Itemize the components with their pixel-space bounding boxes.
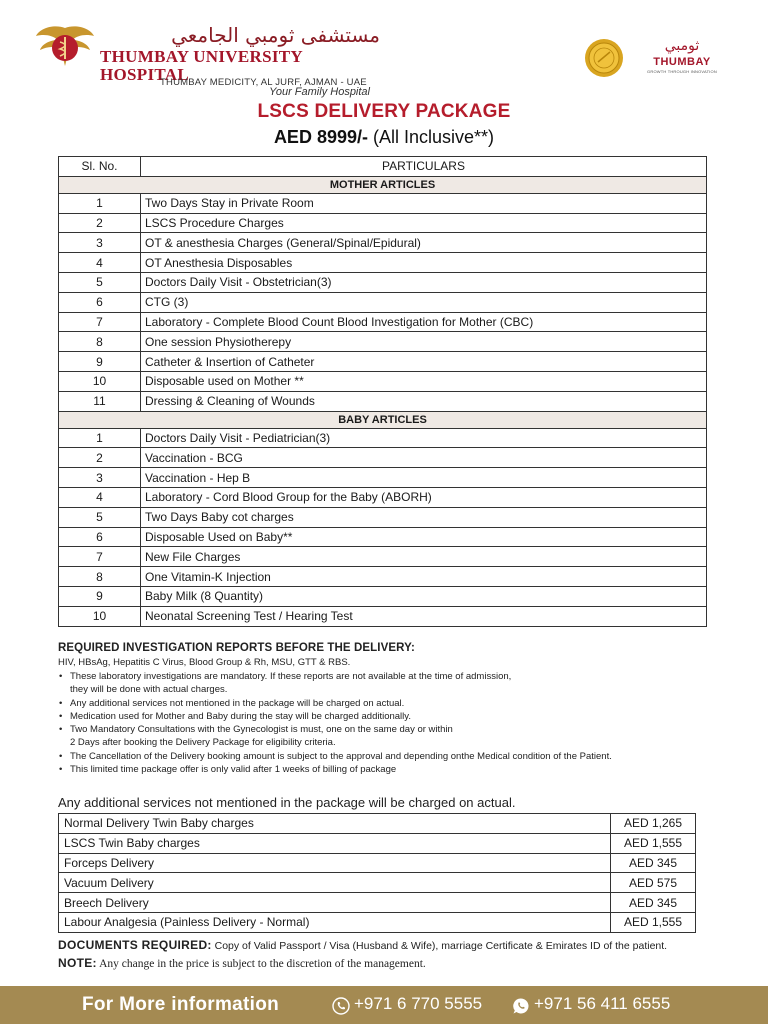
- item-serial: 2: [59, 213, 141, 233]
- item-serial: 3: [59, 468, 141, 488]
- mother-item-row: [59, 292, 707, 312]
- item-serial: 1: [59, 428, 141, 448]
- charge-amount: AED 575: [611, 873, 696, 893]
- baby-item-row: [59, 527, 707, 547]
- hospital-tagline: Your Family Hospital: [269, 86, 370, 98]
- requirements-list: [58, 670, 718, 776]
- baby-section-row: [59, 411, 707, 428]
- package-title: LSCS DELIVERY PACKAGE: [257, 101, 511, 122]
- charge-name: Vacuum Delivery: [59, 873, 611, 893]
- baby-item-row: [59, 507, 707, 527]
- item-particular: OT & anesthesia Charges (General/Spinal/Epidural): [141, 233, 707, 253]
- phone-icon: [332, 997, 350, 1015]
- charge-row: [59, 833, 696, 853]
- charge-row: [59, 873, 696, 893]
- item-serial: 8: [59, 567, 141, 587]
- item-particular: Doctors Daily Visit - Obstetrician(3): [141, 272, 707, 292]
- mother-item-row: [59, 253, 707, 273]
- item-particular: OT Anesthesia Disposables: [141, 253, 707, 273]
- requirement-item: • Two Mandatory Consultations with the Gynecologist is must, one on the same day or within: [58, 723, 718, 736]
- mother-item-row: [59, 391, 707, 411]
- charge-row: [59, 853, 696, 873]
- item-serial: 9: [59, 586, 141, 606]
- item-serial: 4: [59, 487, 141, 507]
- item-serial: 7: [59, 312, 141, 332]
- charge-row: [59, 893, 696, 913]
- requirement-item: • Medication used for Mother and Baby during the stay will be charged additionally.: [58, 710, 718, 723]
- item-particular: Laboratory - Complete Blood Count Blood Investigation for Mother (CBC): [141, 312, 707, 332]
- thumbay-logo: [632, 36, 732, 86]
- item-particular: New File Charges: [141, 547, 707, 567]
- mother-section-row: [59, 176, 707, 193]
- gold-seal-icon: [584, 38, 624, 78]
- note-text: Any change in the price is subject to the discretion of the management.: [99, 958, 426, 970]
- whatsapp-icon: [512, 997, 530, 1015]
- required-tests: HIV, HBsAg, Hepatitis C Virus, Blood Group & Rh, MSU, GTT & RBS.: [58, 657, 351, 668]
- col-sl-header: Sl. No.: [59, 157, 141, 177]
- table-header-row: [59, 157, 707, 177]
- mother-item-row: [59, 233, 707, 253]
- item-particular: Dressing & Cleaning of Wounds: [141, 391, 707, 411]
- charge-amount: AED 345: [611, 893, 696, 913]
- charge-row: [59, 912, 696, 932]
- item-serial: 5: [59, 507, 141, 527]
- additional-services-heading: Any additional services not mentioned in the package will be charged on actual.: [58, 795, 516, 810]
- partner-logos: [582, 36, 732, 86]
- additional-charges-table: [58, 813, 696, 933]
- baby-item-row: [59, 586, 707, 606]
- col-particulars-header: PARTICULARS: [141, 157, 707, 177]
- requirements-section: [58, 642, 718, 776]
- item-particular: Catheter & Insertion of Catheter: [141, 352, 707, 372]
- mother-item-row: [59, 272, 707, 292]
- note-label: NOTE:: [58, 956, 97, 970]
- item-particular: One session Physiotherepy: [141, 332, 707, 352]
- charge-name: Breech Delivery: [59, 893, 611, 913]
- item-serial: 4: [59, 253, 141, 273]
- package-price: [0, 127, 768, 148]
- mother-item-row: [59, 193, 707, 213]
- item-particular: Two Days Baby cot charges: [141, 507, 707, 527]
- requirements-title: REQUIRED INVESTIGATION REPORTS BEFORE THE DELIVERY:: [58, 642, 415, 654]
- hospital-emblem-icon: [34, 22, 96, 70]
- mother-item-row: [59, 312, 707, 332]
- item-serial: 3: [59, 233, 141, 253]
- thumbay-name: THUMBAY: [653, 56, 711, 68]
- baby-item-row: [59, 487, 707, 507]
- mother-item-row: [59, 371, 707, 391]
- item-particular: Vaccination - Hep B: [141, 468, 707, 488]
- item-particular: CTG (3): [141, 292, 707, 312]
- baby-item-row: [59, 606, 707, 626]
- item-particular: Baby Milk (8 Quantity): [141, 586, 707, 606]
- header: [0, 0, 768, 100]
- charge-name: Labour Analgesia (Painless Delivery - Normal): [59, 912, 611, 932]
- item-serial: 11: [59, 391, 141, 411]
- item-particular: One Vitamin-K Injection: [141, 567, 707, 587]
- mother-section-label: MOTHER ARTICLES: [59, 176, 707, 193]
- baby-item-row: [59, 547, 707, 567]
- item-serial: 6: [59, 527, 141, 547]
- baby-item-row: [59, 567, 707, 587]
- price-note: (All Inclusive**): [373, 127, 495, 147]
- mother-item-row: [59, 213, 707, 233]
- hospital-name: THUMBAY UNIVERSITY HOSPITAL: [100, 47, 303, 84]
- item-serial: 2: [59, 448, 141, 468]
- item-particular: Disposable Used on Baby**: [141, 527, 707, 547]
- item-particular: LSCS Procedure Charges: [141, 213, 707, 233]
- requirement-item: they will be done with actual charges.: [70, 684, 228, 696]
- documents-required: [58, 938, 758, 952]
- item-serial: 8: [59, 332, 141, 352]
- footer-info-label: For More information: [82, 994, 280, 1015]
- baby-item-row: [59, 428, 707, 448]
- charge-name: Forceps Delivery: [59, 853, 611, 873]
- requirement-item: • The Cancellation of the Delivery booking amount is subject to the approval and depending onthe Medical condition of the Patient.: [58, 750, 718, 763]
- mother-item-row: [59, 332, 707, 352]
- item-serial: 6: [59, 292, 141, 312]
- item-serial: 5: [59, 272, 141, 292]
- item-particular: Disposable used on Mother **: [141, 371, 707, 391]
- charge-amount: AED 1,555: [611, 833, 696, 853]
- charge-amount: AED 1,555: [611, 912, 696, 932]
- package-items-table: [58, 156, 707, 627]
- item-serial: 7: [59, 547, 141, 567]
- whatsapp-number-link[interactable]: +971 56 411 6555: [534, 994, 671, 1013]
- hospital-address: THUMBAY MEDICITY, AL JURF, AJMAN - UAE: [160, 77, 367, 88]
- charge-name: LSCS Twin Baby charges: [59, 833, 611, 853]
- footer-contact-bar: [0, 986, 768, 1024]
- thumbay-slogan: GROWTH THROUGH INNOVATION: [647, 69, 717, 74]
- item-serial: 1: [59, 193, 141, 213]
- charge-name: Normal Delivery Twin Baby charges: [59, 814, 611, 834]
- charge-row: [59, 814, 696, 834]
- baby-section-label: BABY ARTICLES: [59, 411, 707, 428]
- baby-item-row: [59, 468, 707, 488]
- phone-number-link[interactable]: +971 6 770 5555: [354, 994, 483, 1013]
- item-particular: Neonatal Screening Test / Hearing Test: [141, 606, 707, 626]
- item-particular: Vaccination - BCG: [141, 448, 707, 468]
- price-value: AED 8999/-: [273, 127, 368, 147]
- price-note-disclaimer: [58, 956, 758, 970]
- thumbay-arabic: ثومبي: [664, 38, 700, 54]
- charge-amount: AED 345: [611, 853, 696, 873]
- documents-text: Copy of Valid Passport / Visa (Husband & Wife), marriage Certificate & Emirates ID of the patient.: [214, 940, 668, 952]
- documents-label: DOCUMENTS REQUIRED:: [58, 938, 212, 952]
- item-serial: 10: [59, 606, 141, 626]
- requirement-item: • This limited time package offer is only valid after 1 weeks of billing of package: [58, 763, 718, 776]
- mother-item-row: [59, 352, 707, 372]
- hospital-arabic-name: مستشفى ثومبي الجامعي: [171, 23, 380, 47]
- charge-amount: AED 1,265: [611, 814, 696, 834]
- requirement-item: • These laboratory investigations are mandatory. If these reports are not available at the time of admission,: [58, 670, 718, 683]
- item-serial: 9: [59, 352, 141, 372]
- requirement-item: 2 Days after booking the Delivery Package for eligibility criteria.: [70, 737, 336, 749]
- baby-item-row: [59, 448, 707, 468]
- item-particular: Doctors Daily Visit - Pediatrician(3): [141, 428, 707, 448]
- item-serial: 10: [59, 371, 141, 391]
- item-particular: Laboratory - Cord Blood Group for the Baby (ABORH): [141, 487, 707, 507]
- requirement-item: • Any additional services not mentioned in the package will be charged on actual.: [58, 697, 718, 710]
- item-particular: Two Days Stay in Private Room: [141, 193, 707, 213]
